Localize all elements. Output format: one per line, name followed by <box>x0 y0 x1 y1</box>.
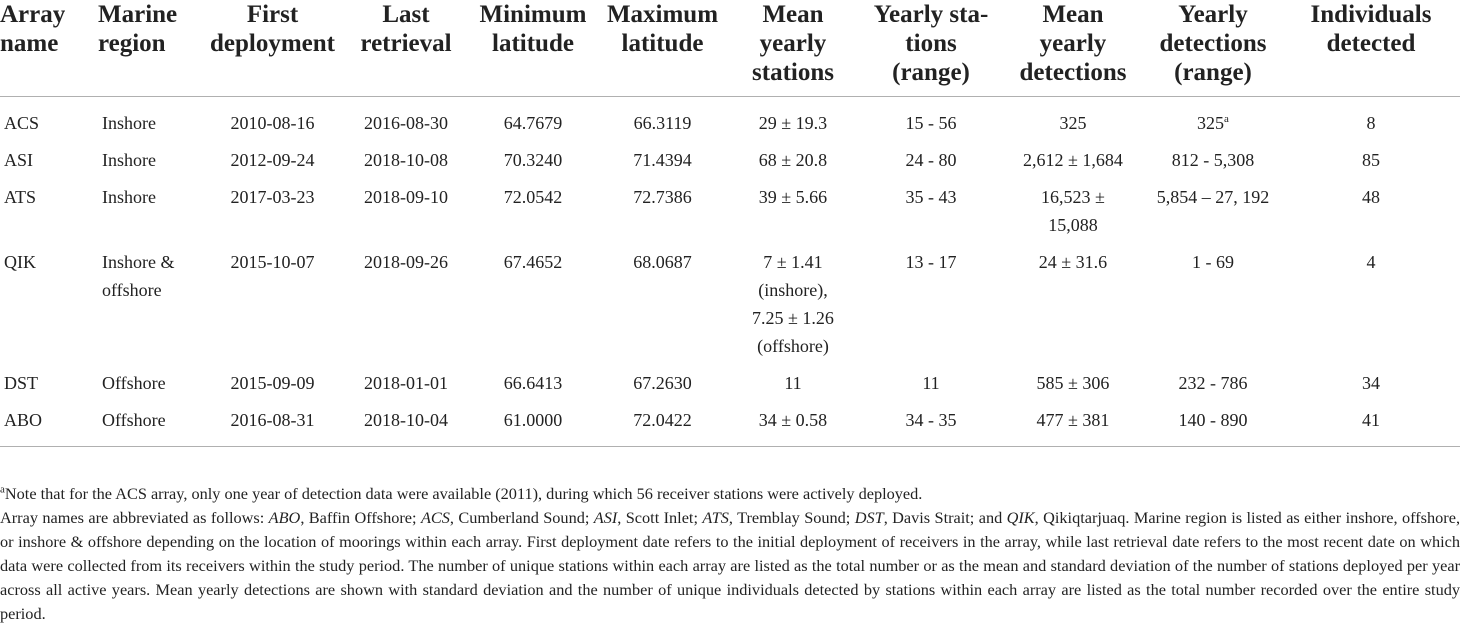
table-cell: 68.0687 <box>633 252 692 272</box>
column-header: Mean yearly detections <box>1002 0 1144 97</box>
table-cell: 48 <box>1362 187 1380 207</box>
table-row <box>0 248 1460 369</box>
table-notes <box>0 482 1460 626</box>
table-cell: 2016-08-31 <box>200 406 345 447</box>
table-cell: 2015-10-07 <box>230 252 315 272</box>
table-cell: 85 <box>1362 150 1380 170</box>
column-header: Individuals detected <box>1282 0 1460 97</box>
table-cell: 812 - 5,308 <box>1171 150 1255 170</box>
table-cell: 70.3240 <box>503 150 563 170</box>
table-row <box>0 97 1460 147</box>
table-cell: 41 <box>1282 406 1460 447</box>
table-cell: 29 ± 19.3 <box>758 113 828 133</box>
table-cell: 66.6413 <box>503 373 563 393</box>
table-cell: 2018-10-04 <box>345 406 467 447</box>
table-cell: 2018-10-08 <box>364 150 448 170</box>
table-body <box>0 97 1460 447</box>
table-cell: 232 - 786 <box>1178 373 1248 393</box>
table-cell: 2012-09-24 <box>230 150 315 170</box>
table-cell: 71.4394 <box>633 150 692 170</box>
table-cell: 7 ± 1.41 (inshore), 7.25 ± 1.26 (offshore) <box>752 252 834 356</box>
table-cell: 2018-01-01 <box>364 373 448 393</box>
table-cell: ASI <box>4 150 34 170</box>
table-cell: 4 <box>1366 252 1376 272</box>
abbreviation: DST <box>854 508 884 527</box>
table-cell: 24 ± 31.6 <box>1038 252 1108 272</box>
table-cell: 72.0422 <box>599 406 726 447</box>
table-cell: Offshore <box>102 373 166 393</box>
table-cell: 39 ± 5.66 <box>758 187 828 207</box>
column-header: Mean yearly stations <box>726 0 860 97</box>
table-cell: 2018-09-10 <box>364 187 448 207</box>
table-cell: 325 <box>1059 113 1087 133</box>
column-header: Last retrieval <box>345 0 467 97</box>
column-header: Yearly detections (range) <box>1144 0 1282 97</box>
abbreviation: ACS <box>420 508 450 527</box>
table-cell: 34 <box>1362 373 1380 393</box>
table-cell: 72.7386 <box>633 187 692 207</box>
table-cell: 72.0542 <box>503 187 563 207</box>
table-cell: ABO <box>0 406 90 447</box>
table-cell: DST <box>4 373 39 393</box>
footnote-marker: a <box>1224 113 1229 125</box>
table-cell: 325$^a$ <box>1197 113 1229 133</box>
abbreviation: ATS <box>702 508 729 527</box>
abbreviations-note: Array names are abbreviated as follows: ABO, Baffin Offshore; ACS, Cumberland Sound; ASI, Scott Inlet; ATS, Tremblay Sound; DST, Davis Strait; and QIK, Qikiqtarjuaq. Marine region is listed as either inshore, offshore, or inshore & offshore depending on the location of moorings within each array. First deployment date refers to the initial deployment of receivers in the array, while last retrieval date refers to the most recent date on which data were collected from its receivers within the study period. The number of unique stations within each array are listed as the total number or as the mean and standard deviation of the number of stations deployed per year across all active years. Mean yearly detections are shown with standard deviation and the number of unique individuals detected by stations within each array are listed as the total number recorded over the entire study period. <box>0 508 1460 623</box>
column-header: First deployment <box>200 0 345 97</box>
table-cell: Inshore <box>102 113 156 133</box>
table-cell: 34 ± 0.58 <box>726 406 860 447</box>
column-header: Array name <box>0 0 90 97</box>
table-cell: Inshore <box>102 150 156 170</box>
table-cell: 64.7679 <box>503 113 563 133</box>
abbreviation: QIK <box>1006 508 1035 527</box>
table-cell: 2016-08-30 <box>364 113 448 133</box>
table-cell: 2010-08-16 <box>230 113 315 133</box>
table-cell: Offshore <box>90 406 200 447</box>
column-header: Minimum latitude <box>467 0 599 97</box>
footnote-a <box>0 482 1460 506</box>
table-cell: 8 <box>1366 113 1376 133</box>
table-row <box>0 146 1460 183</box>
table-cell: 585 ± 306 <box>1036 373 1110 393</box>
table-cell: 477 ± 381 <box>1002 406 1144 447</box>
column-header: Maximum latitude <box>599 0 726 97</box>
table-cell: 35 - 43 <box>905 187 957 207</box>
footnote-marker: a <box>0 483 5 496</box>
column-header: Yearly sta- tions (range) <box>860 0 1002 97</box>
abbreviation: ASI <box>593 508 618 527</box>
table-cell: 13 - 17 <box>905 252 957 272</box>
table-cell: 61.0000 <box>467 406 599 447</box>
table-row <box>0 369 1460 406</box>
table-cell: QIK <box>4 252 36 272</box>
table-row <box>0 183 1460 248</box>
column-header: Marine region <box>90 0 200 97</box>
footnote-a-text: Note that for the ACS array, only one year of detection data were available (2011), during which 56 receiver stations were actively deployed. <box>4 484 923 503</box>
table-cell: 5,854 – 27, 192 <box>1156 187 1270 207</box>
table-cell: 68 ± 20.8 <box>758 150 828 170</box>
table-cell: ATS <box>4 187 37 207</box>
table-cell: 24 - 80 <box>905 150 957 170</box>
table-cell: 2015-09-09 <box>230 373 315 393</box>
table-cell: 67.2630 <box>633 373 692 393</box>
table-cell: 140 - 890 <box>1144 406 1282 447</box>
table-row <box>0 406 1460 447</box>
table-cell: 15 - 56 <box>905 113 957 133</box>
table-cell: 2017-03-23 <box>230 187 315 207</box>
table-cell: 2018-09-26 <box>364 252 448 272</box>
table-cell: 67.4652 <box>503 252 563 272</box>
table-cell: 66.3119 <box>633 113 692 133</box>
table-cell: 11 <box>922 373 940 393</box>
table-cell: 11 <box>784 373 802 393</box>
table-cell: 1 - 69 <box>1192 252 1234 272</box>
table-cell: 2,612 ± 1,684 <box>1023 150 1123 170</box>
abbreviation: ABO <box>268 508 301 527</box>
table-cell: 16,523 ± 15,088 <box>1041 187 1105 235</box>
table-cell: Inshore & offshore <box>102 252 175 300</box>
table-header <box>0 0 1460 97</box>
table-cell: Inshore <box>102 187 156 207</box>
table-cell: ACS <box>4 113 40 133</box>
table-cell: 34 - 35 <box>860 406 1002 447</box>
